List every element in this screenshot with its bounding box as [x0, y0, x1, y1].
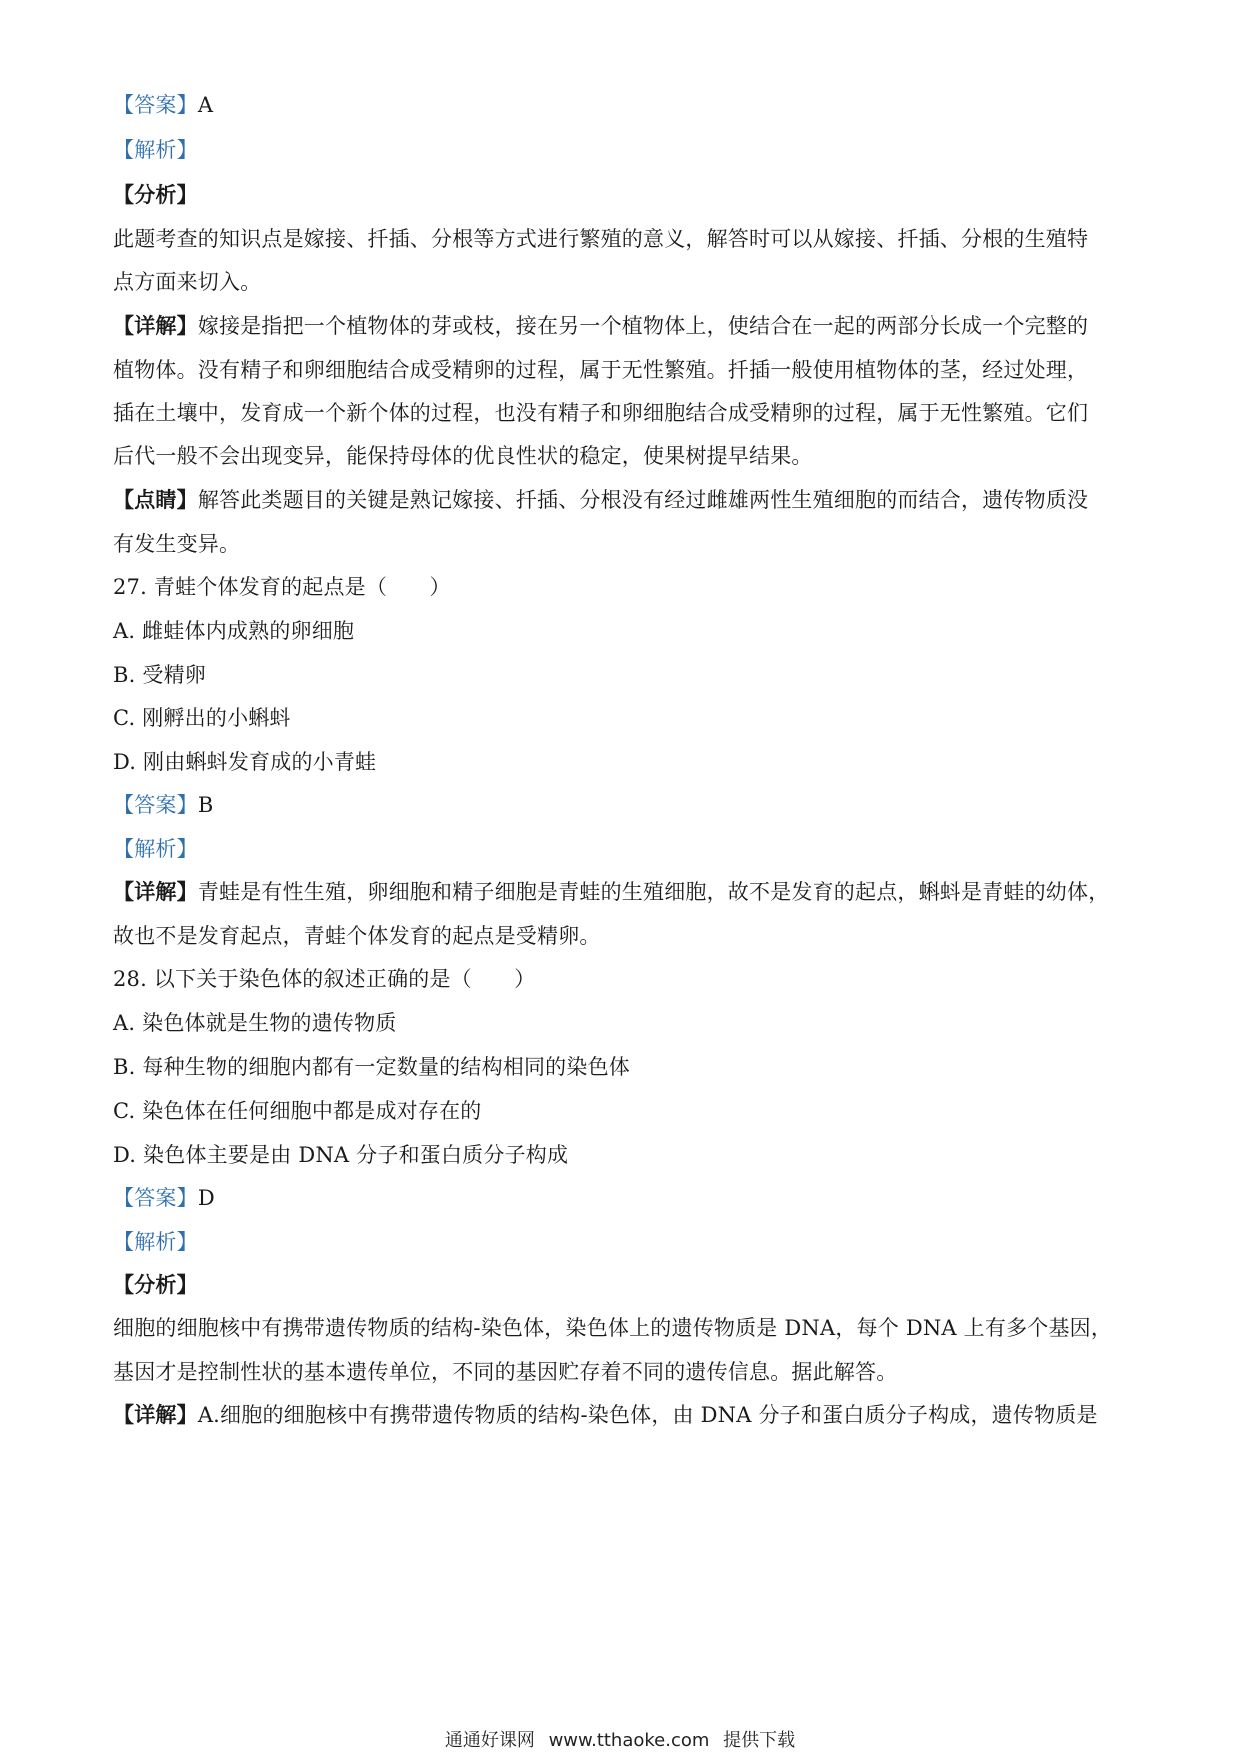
line-text: 嫁接是指把一个植物体的芽或枝，接在另一个植物体上，使结合在一起的两部分长成一个完整的 [197, 314, 1089, 338]
text-line [113, 1227, 1133, 1257]
line-text: D [197, 1186, 215, 1210]
text-line [113, 355, 1133, 385]
text-line [113, 485, 1133, 515]
section-tag: 【答案】 [113, 1186, 198, 1210]
line-text: 植物体。没有精子和卵细胞结合成受精卵的过程，属于无性繁殖。扦插一般使用植物体的茎，经过处理， [113, 358, 1089, 382]
text-line [113, 1140, 1133, 1170]
section-tag: 【答案】 [113, 93, 198, 117]
footer-url[interactable]: www.tthaoke.com [548, 1730, 710, 1751]
text-line [113, 1052, 1133, 1082]
page-footer [0, 1726, 1240, 1752]
section-tag: 【详解】 [113, 1402, 198, 1427]
line-text: 有发生变异。 [113, 532, 241, 556]
line-text: A.细胞的细胞核中有携带遗传物质的结构-染色体，由 DNA 分子和蛋白质分子构成，遗传物质是 [197, 1403, 1098, 1427]
line-text: B [197, 793, 214, 817]
text-line [113, 180, 1133, 210]
line-text: C. 刚孵出的小蝌蚪 [113, 706, 291, 730]
line-text: A [197, 93, 214, 117]
text-line [113, 747, 1133, 777]
text-line [113, 135, 1133, 165]
text-line [113, 1400, 1133, 1430]
text-line [113, 660, 1133, 690]
footer-note: 提供下载 [723, 1730, 796, 1751]
text-line [113, 1357, 1133, 1387]
text-line [113, 1313, 1133, 1343]
text-line [113, 1096, 1133, 1126]
line-text: C. 染色体在任何细胞中都是成对存在的 [113, 1099, 482, 1123]
section-tag: 【详解】 [113, 879, 198, 904]
text-line [113, 311, 1133, 341]
line-text: B. 每种生物的细胞内都有一定数量的结构相同的染色体 [113, 1055, 630, 1079]
line-text: 27. 青蛙个体发育的起点是（ ） [113, 575, 451, 599]
text-line [113, 1183, 1133, 1213]
line-text: 解答此类题目的关键是熟记嫁接、扦插、分根没有经过雌雄两性生殖细胞的而结合，遗传物质没 [197, 488, 1089, 512]
line-text: D. 染色体主要是由 DNA 分子和蛋白质分子构成 [113, 1143, 569, 1167]
line-text: 此题考查的知识点是嫁接、扦插、分根等方式进行繁殖的意义，解答时可以从嫁接、扦插、分根的生殖特 [113, 227, 1089, 251]
text-line [113, 90, 1133, 120]
line-text: 28. 以下关于染色体的叙述正确的是（ ） [113, 967, 536, 991]
text-line [113, 224, 1133, 254]
line-text: 故也不是发育起点，青蛙个体发育的起点是受精卵。 [113, 924, 601, 948]
text-line [113, 441, 1133, 471]
line-text: A. 雌蛙体内成熟的卵细胞 [113, 619, 355, 643]
text-line [113, 790, 1133, 820]
section-tag: 【分析】 [113, 1272, 198, 1297]
line-text: A. 染色体就是生物的遗传物质 [113, 1011, 397, 1035]
section-tag: 【解析】 [113, 837, 198, 861]
footer-site-name: 通通好课网 [444, 1730, 535, 1751]
line-text: 后代一般不会出现变异，能保持母体的优良性状的稳定，使果树提早结果。 [113, 444, 813, 468]
section-tag: 【点睛】 [113, 487, 198, 512]
text-line [113, 1270, 1133, 1300]
text-line [113, 1008, 1133, 1038]
text-line [113, 616, 1133, 646]
section-tag: 【答案】 [113, 793, 198, 817]
text-line [113, 267, 1133, 297]
line-text: 细胞的细胞核中有携带遗传物质的结构-染色体，染色体上的遗传物质是 DNA，每个 DNA 上有多个基因， [113, 1316, 1113, 1340]
line-text: D. 刚由蝌蚪发育成的小青蛙 [113, 750, 377, 774]
section-tag: 【分析】 [113, 182, 198, 207]
text-line [113, 834, 1133, 864]
text-line [113, 572, 1133, 602]
text-line [113, 921, 1133, 951]
section-tag: 【解析】 [113, 1230, 198, 1254]
text-line [113, 964, 1133, 994]
line-text: 插在土壤中，发育成一个新个体的过程，也没有精子和卵细胞结合成受精卵的过程，属于无性繁殖。它们 [113, 401, 1089, 425]
line-text: B. 受精卵 [113, 663, 206, 687]
text-line [113, 529, 1133, 559]
text-line [113, 398, 1133, 428]
line-text: 青蛙是有性生殖，卵细胞和精子细胞是青蛙的生殖细胞，故不是发育的起点，蝌蚪是青蛙的幼体， [197, 880, 1110, 904]
line-text: 基因才是控制性状的基本遗传单位，不同的基因贮存着不同的遗传信息。据此解答。 [113, 1360, 898, 1384]
text-line [113, 877, 1133, 907]
line-text: 点方面来切入。 [113, 270, 262, 294]
section-tag: 【详解】 [113, 313, 198, 338]
text-line [113, 703, 1133, 733]
section-tag: 【解析】 [113, 138, 198, 162]
